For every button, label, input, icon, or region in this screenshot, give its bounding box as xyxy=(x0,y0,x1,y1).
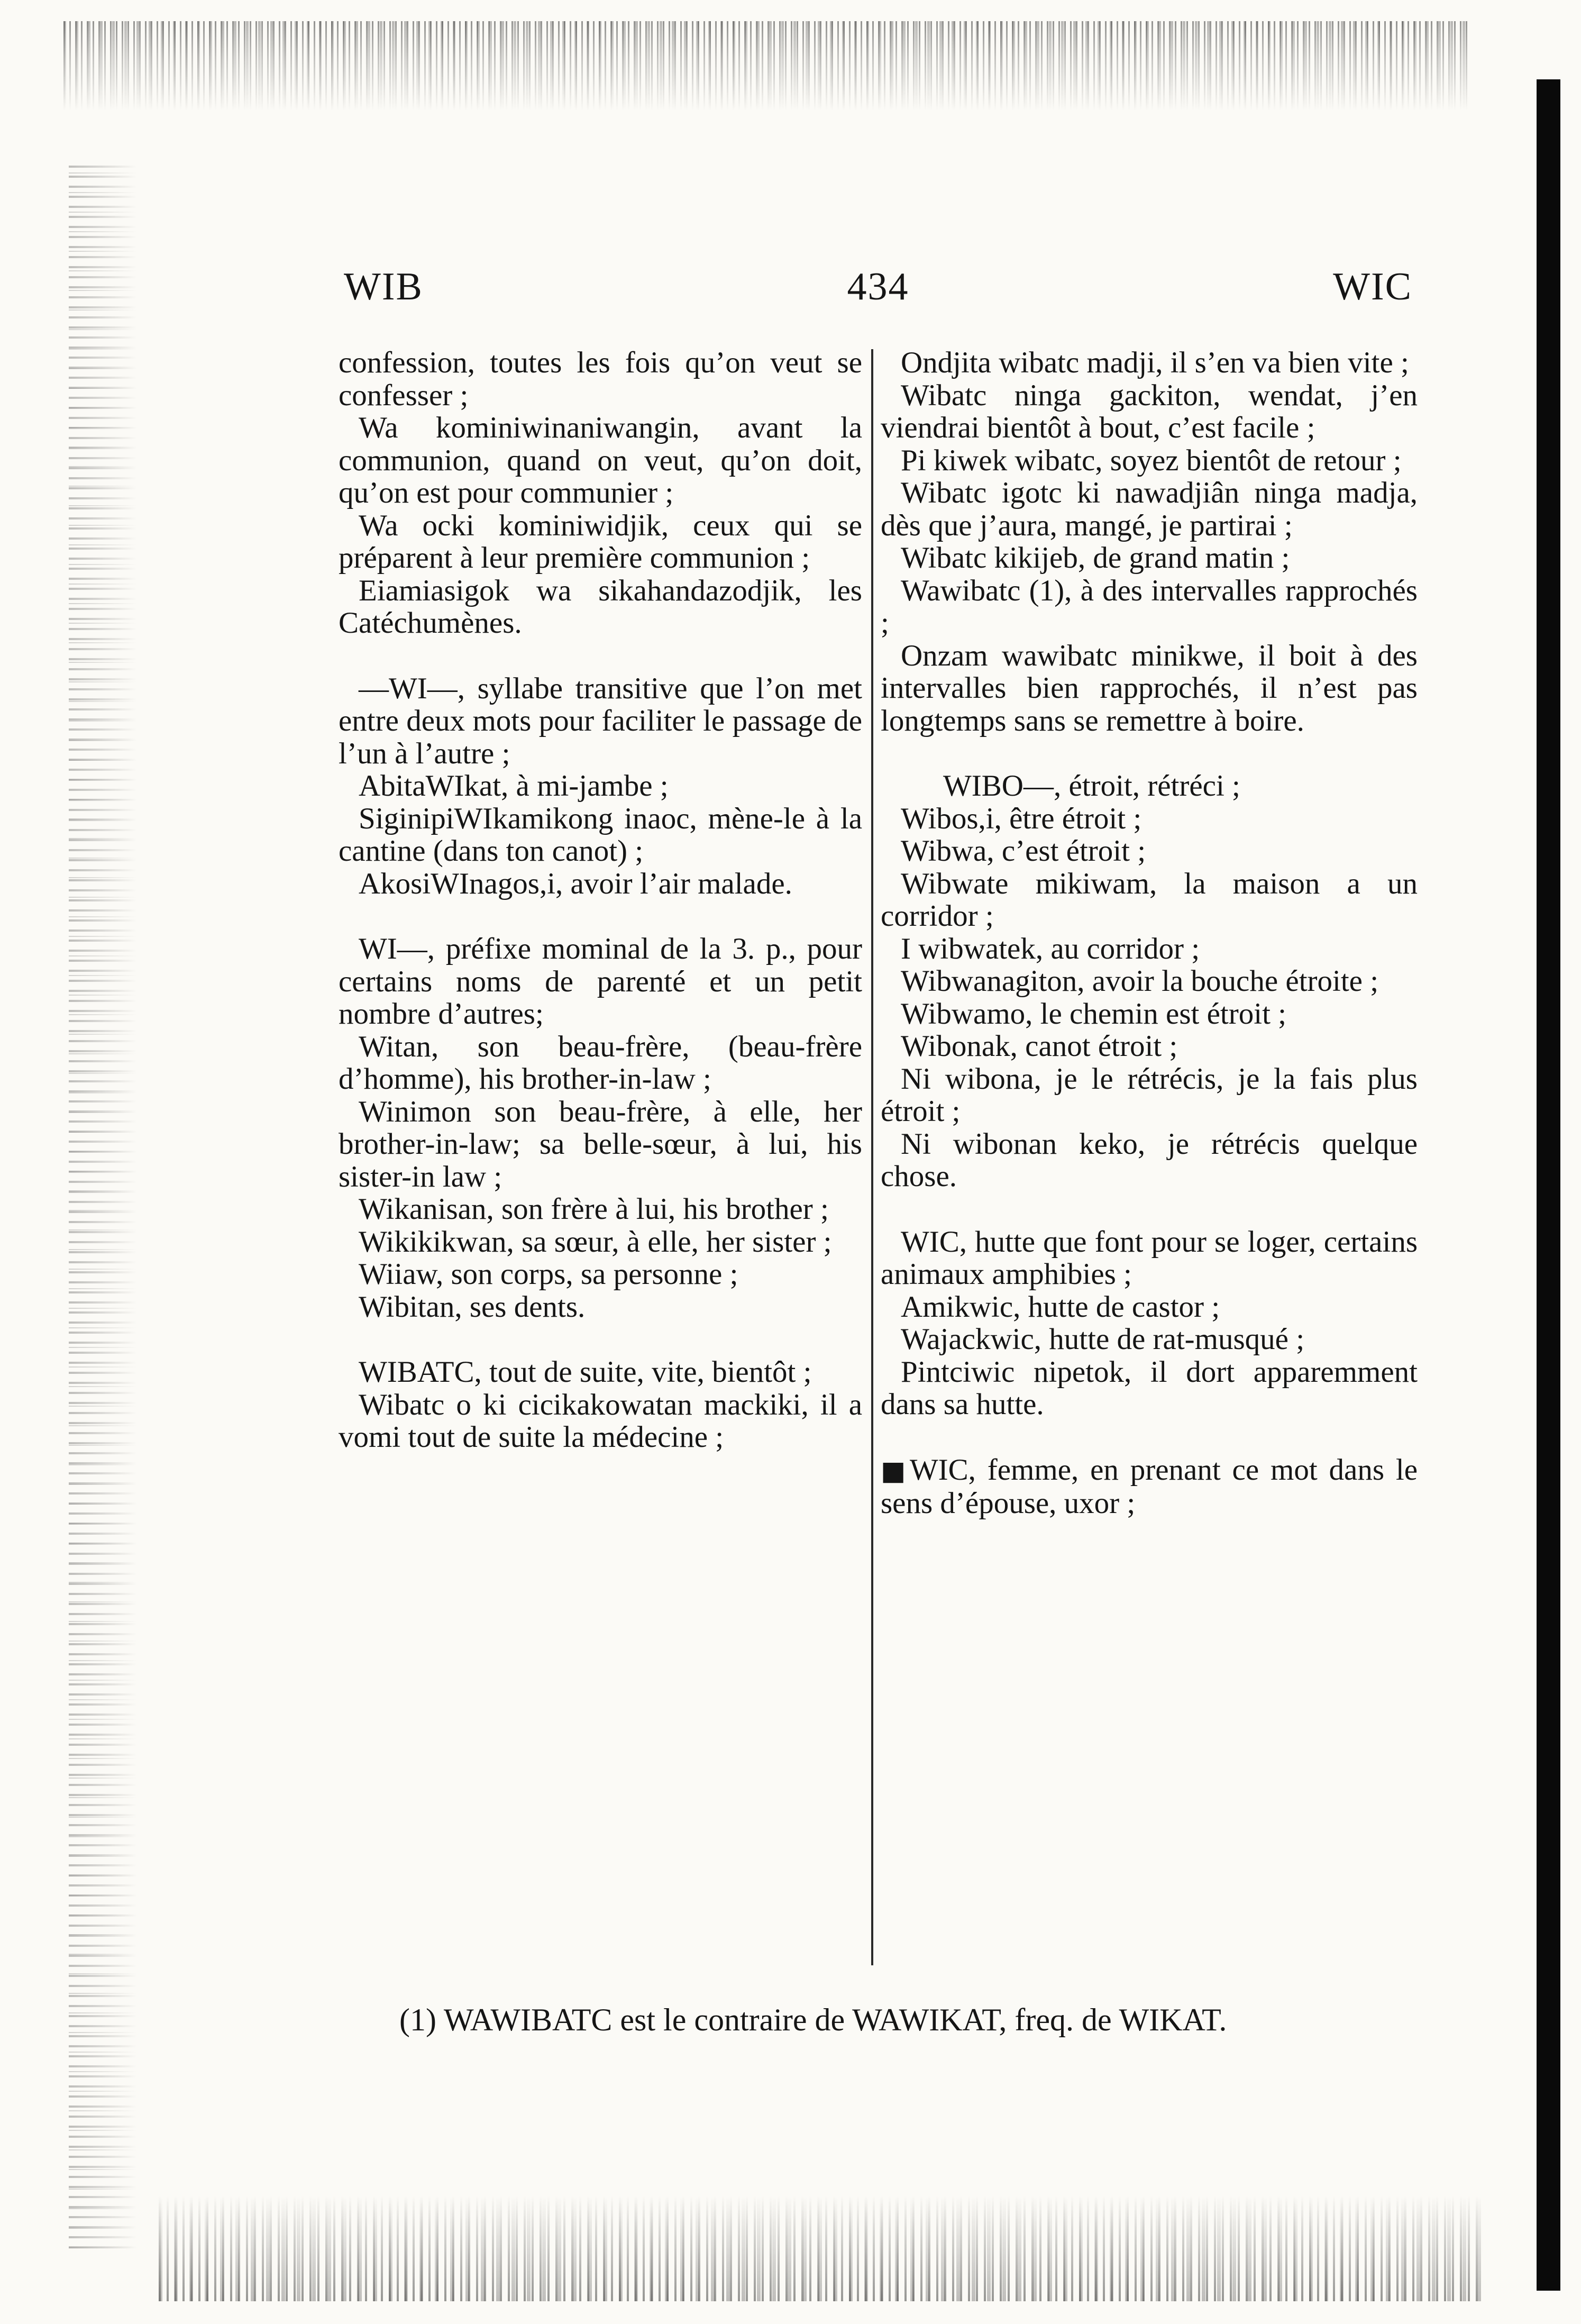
page-number: 434 xyxy=(847,265,909,308)
column-divider-rule xyxy=(871,349,873,1965)
dictionary-entry: Wibwanagiton, avoir la bouche étroite ; xyxy=(901,964,1379,998)
dictionary-entry: Wibonak, canot étroit ; xyxy=(901,1029,1178,1063)
running-header xyxy=(344,267,1412,325)
right-column xyxy=(881,347,1418,1520)
dictionary-entry: Wibwate mikiwam, la maison a un corridor ; xyxy=(881,867,1418,933)
dictionary-entry: Wibwamo, le chemin est étroit ; xyxy=(901,997,1287,1031)
dictionary-entry: Wiiaw, son corps, sa personne ; xyxy=(359,1257,738,1291)
dictionary-entry: Pi kiwek wibatc, soyez bientôt de retour ; xyxy=(901,443,1402,477)
scan-noise-top xyxy=(63,21,1470,111)
header-left-guideword: WIB xyxy=(344,265,423,308)
dictionary-entry: SiginipiWIkamikong inaoc, mène-le à la cantine (dans ton canot) ; xyxy=(339,801,862,868)
dictionary-entry: confession, toutes les fois qu’on veut se confesser ; xyxy=(339,346,862,412)
dictionary-entry: Wibitan, ses dents. xyxy=(359,1290,586,1324)
dictionary-entry: AkosiWInagos,i, avoir l’air malade. xyxy=(359,867,792,900)
scan-noise-bottom xyxy=(159,2195,1481,2301)
dictionary-entry: Eiamiasigok wa sikahandazodjik, les Catéchumènes. xyxy=(339,573,862,640)
dictionary-entry: Wibatc kikijeb, de grand matin ; xyxy=(901,541,1290,575)
entry-text: WIC, femme, en prenant ce mot dans le sens d’épouse, uxor ; xyxy=(881,1453,1418,1520)
footnote-marker: (1) xyxy=(399,2002,436,2037)
dictionary-entry: Amikwic, hutte de castor ; xyxy=(901,1290,1220,1324)
dictionary-entry: Wa kominiwinaniwangin, avant la communion, quand on veut, qu’on doit, qu’on est pour communier ; xyxy=(339,411,862,509)
header-right-guideword: WIC xyxy=(1333,265,1412,308)
dictionary-entry: Wajackwic, hutte de rat-musqué ; xyxy=(901,1323,1305,1356)
dictionary-entry: AbitaWIkat, à mi-jambe ; xyxy=(359,769,669,803)
dictionary-entry: Wibwa, c’est étroit ; xyxy=(901,834,1146,868)
dictionary-entry-headword: WIBO—, étroit, rétréci ; xyxy=(943,769,1240,803)
page-edge-shadow xyxy=(1537,79,1560,2291)
left-column xyxy=(339,347,862,1454)
dictionary-entry: Ni wibonan keko, je rétrécis quelque chose. xyxy=(881,1127,1418,1193)
dictionary-entry: Wikanisan, son frère à lui, his brother ; xyxy=(359,1192,829,1226)
dictionary-entry-headword: WIBATC, tout de suite, vite, bientôt ; xyxy=(359,1355,812,1389)
dictionary-entry: Wibos,i, être étroit ; xyxy=(901,801,1142,835)
dictionary-entry: Wibatc o ki cicikakowatan mackiki, il a vomi tout de suite la médecine ; xyxy=(339,1388,862,1454)
section-mark-icon: ■ xyxy=(881,1455,910,1486)
dictionary-entry: Ondjita wibatc madji, il s’en va bien vite ; xyxy=(901,346,1409,379)
dictionary-entry-headword xyxy=(881,1454,1418,1520)
dictionary-entry: Wawibatc (1), à des intervalles rapprochés ; xyxy=(881,573,1418,640)
dictionary-entry-headword: WIC, hutte que font pour se loger, certains animaux amphibies ; xyxy=(881,1225,1418,1291)
dictionary-entry: Wikikikwan, sa sœur, à elle, her sister ; xyxy=(359,1225,832,1259)
scan-noise-left xyxy=(69,159,138,2248)
dictionary-entry: Wa ocki kominiwidjik, ceux qui se préparent à leur première communion ; xyxy=(339,508,862,575)
dictionary-entry: Ni wibona, je le rétrécis, je la fais plus étroit ; xyxy=(881,1062,1418,1128)
footnote-text: WAWIBATC est le contraire de WAWIKAT, freq. de WIKAT. xyxy=(443,2002,1227,2037)
dictionary-entry-headword: —WI—, syllabe transitive que l’on met entre deux mots pour faciliter le passage de l’un à l’autre ; xyxy=(339,671,862,770)
dictionary-entry: Onzam wawibatc minikwe, il boit à des intervalles bien rapprochés, il n’est pas longtemps sans se remettre à boire. xyxy=(881,639,1418,737)
dictionary-entry: Wibatc igotc ki nawadjiân ninga madja, dès que j’aura, mangé, je partirai ; xyxy=(881,476,1418,542)
dictionary-entry-headword: WI—, préfixe mominal de la 3. p., pour certains noms de parenté et un petit nombre d’autres; xyxy=(339,932,862,1031)
dictionary-entry: Winimon son beau-frère, à elle, her brother-in-law; sa belle-sœur, à lui, his sister-in law ; xyxy=(339,1095,862,1193)
footnote xyxy=(399,2002,1431,2037)
dictionary-entry: I wibwatek, au corridor ; xyxy=(901,932,1200,965)
dictionary-entry: Pintciwic nipetok, il dort apparemment dans sa hutte. xyxy=(881,1355,1418,1421)
dictionary-entry: Witan, son beau-frère, (beau-frère d’homme), his brother-in-law ; xyxy=(339,1029,862,1096)
dictionary-entry: Wibatc ninga gackiton, wendat, j’en viendrai bientôt à bout, c’est facile ; xyxy=(881,378,1418,444)
